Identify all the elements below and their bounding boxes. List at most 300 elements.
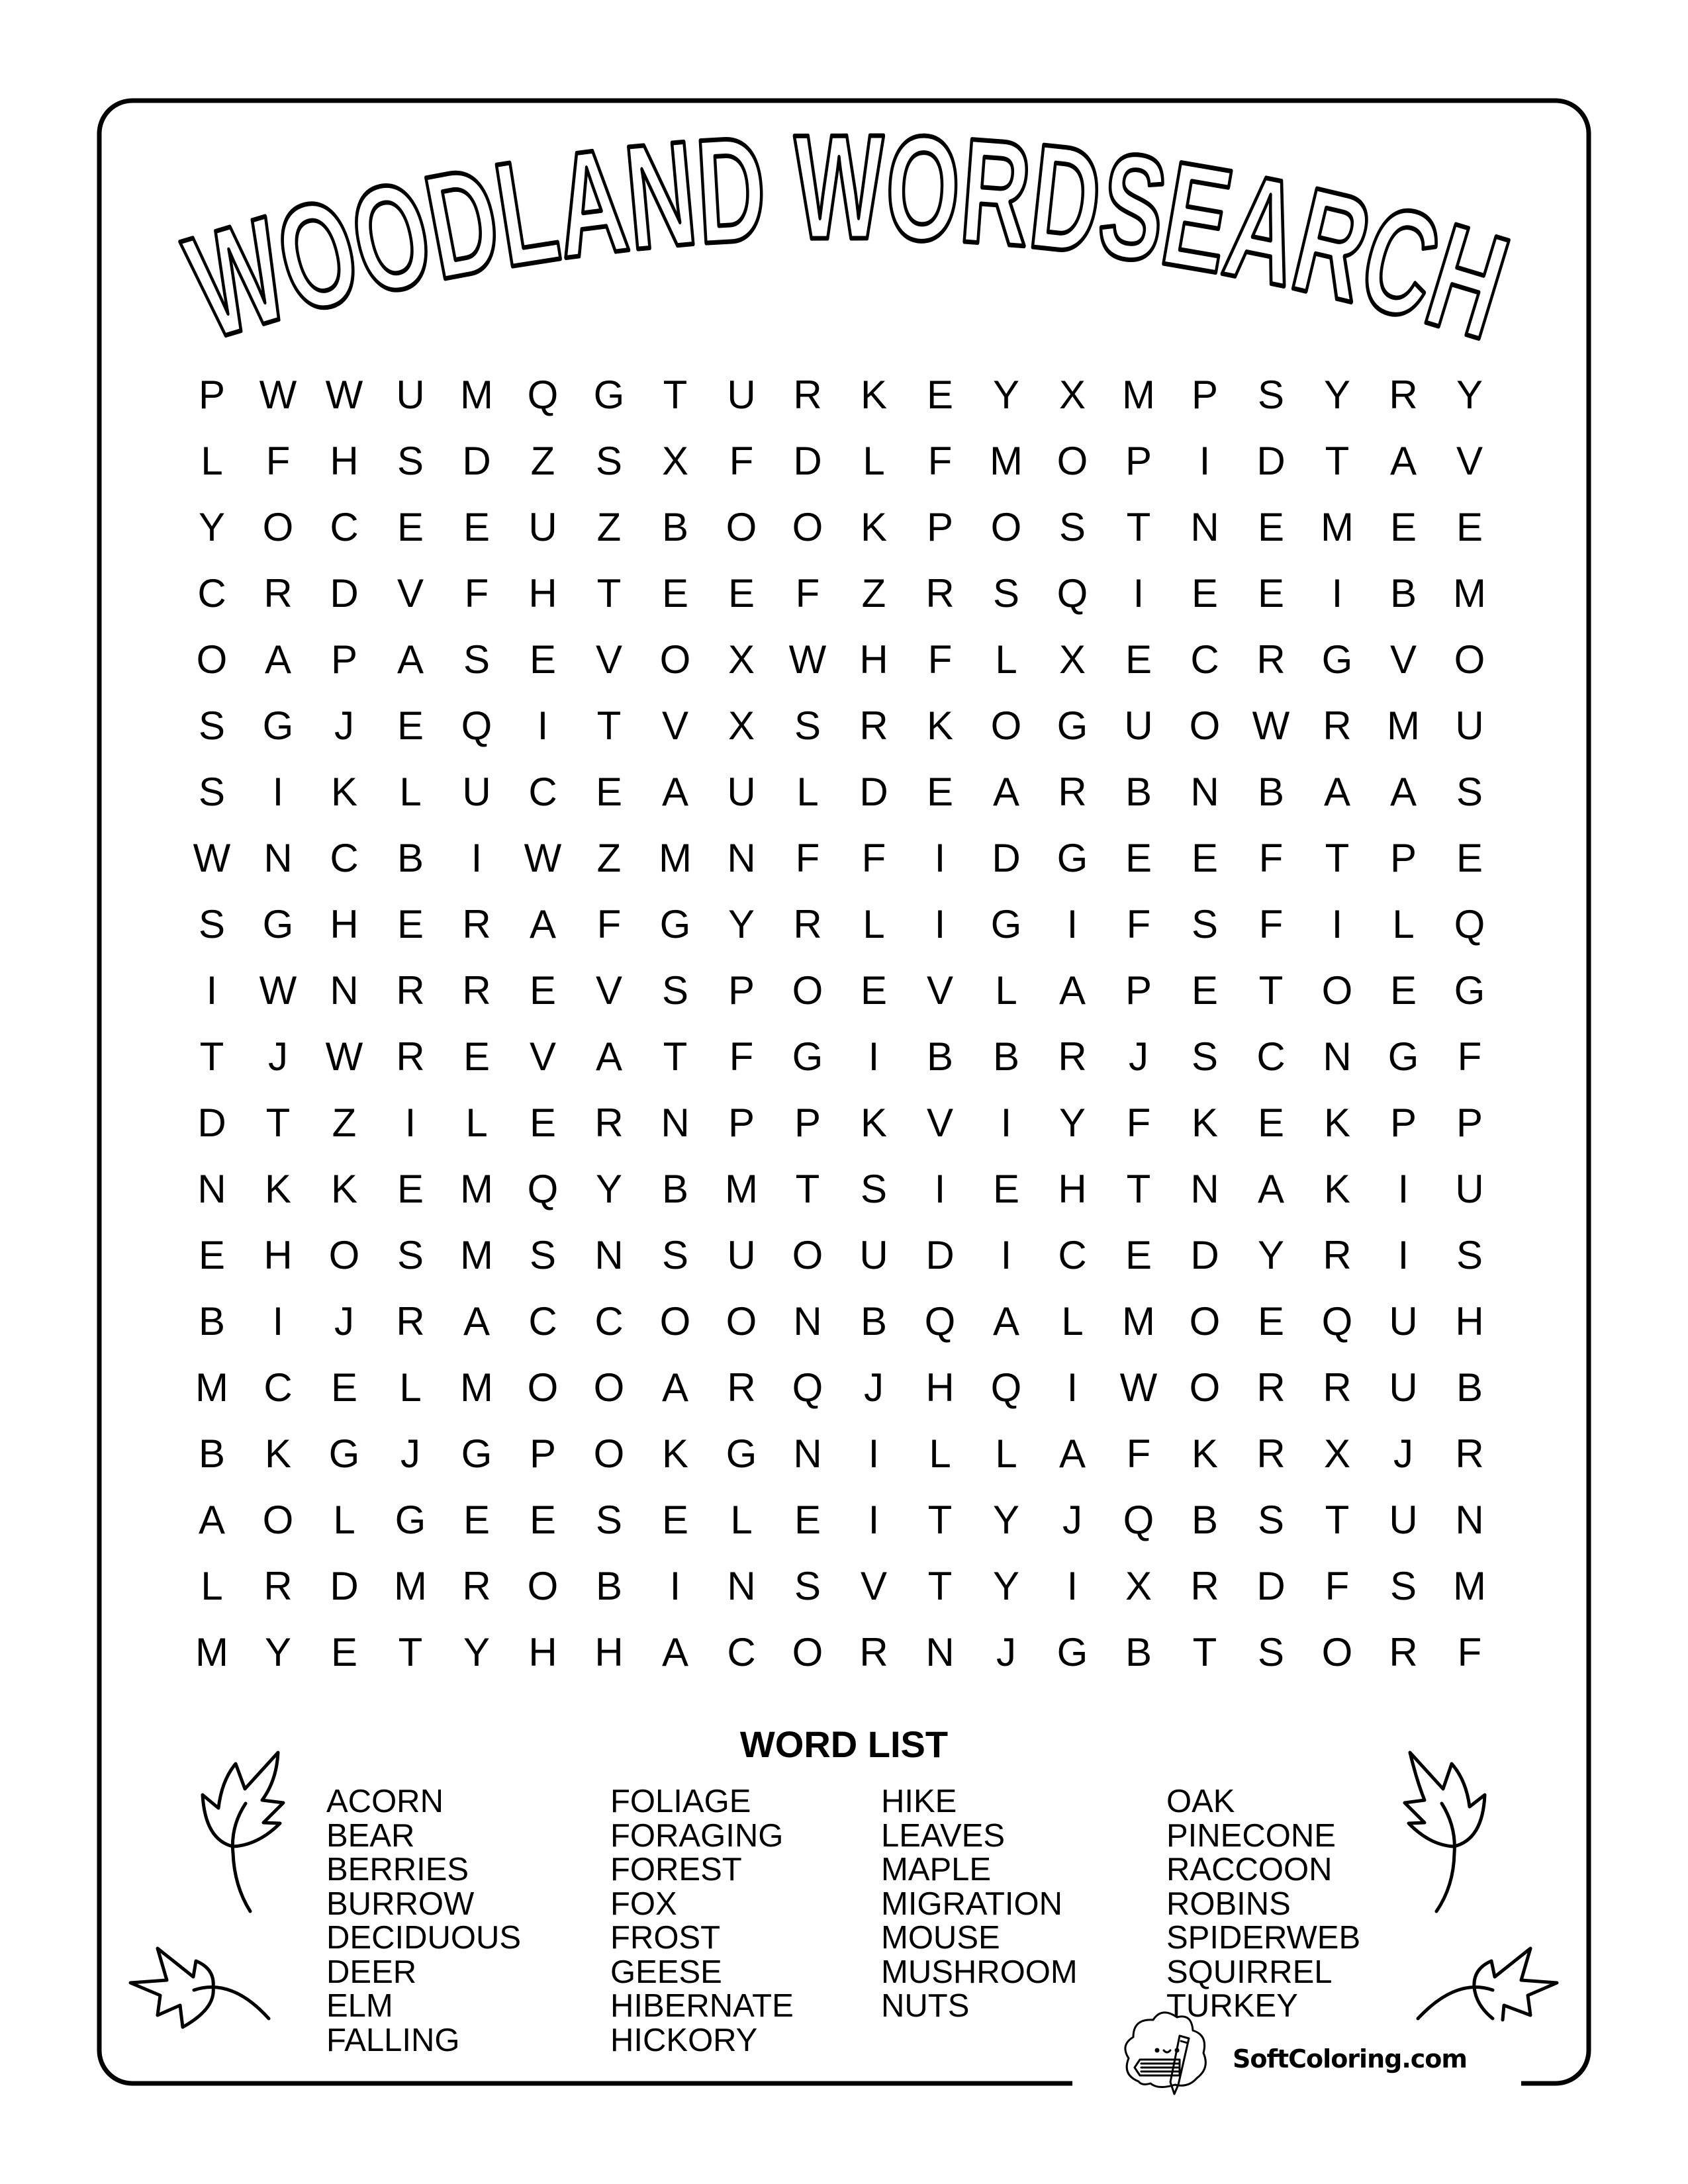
grid-cell[interactable]: I — [1331, 571, 1343, 615]
grid-cell[interactable]: E — [1125, 1233, 1152, 1277]
grid-cell[interactable]: D — [1190, 1233, 1219, 1277]
grid-cell[interactable]: I — [1397, 1167, 1409, 1211]
grid-cell[interactable]: U — [859, 1233, 888, 1277]
grid-cell[interactable]: T — [596, 571, 622, 615]
grid-cell[interactable]: C — [263, 1365, 293, 1410]
grid-cell[interactable]: M — [1122, 1299, 1155, 1343]
grid-cell[interactable]: B — [1257, 770, 1285, 814]
grid-cell[interactable]: E — [595, 770, 623, 814]
grid-cell[interactable]: C — [330, 836, 359, 880]
grid-cell[interactable]: E — [397, 704, 424, 748]
grid-cell[interactable]: N — [197, 1167, 226, 1211]
grid-cell[interactable]: E — [992, 1167, 1020, 1211]
grid-cell[interactable]: B — [1191, 1498, 1219, 1542]
grid-cell[interactable]: O — [262, 1498, 294, 1542]
grid-cell[interactable]: O — [726, 1299, 757, 1343]
grid-cell[interactable]: N — [1190, 770, 1219, 814]
grid-cell[interactable]: F — [729, 439, 754, 483]
grid-cell[interactable]: H — [594, 1630, 624, 1674]
grid-cell[interactable]: N — [793, 1432, 822, 1476]
grid-cell[interactable]: M — [725, 1167, 758, 1211]
grid-cell[interactable]: Y — [992, 1498, 1020, 1542]
grid-cell[interactable]: A — [1058, 1432, 1086, 1476]
grid-cell[interactable]: T — [1325, 836, 1350, 880]
grid-cell[interactable]: I — [1331, 902, 1343, 946]
grid-cell[interactable]: C — [594, 1299, 624, 1343]
grid-cell[interactable]: V — [595, 637, 623, 682]
grid-cell[interactable]: T — [265, 1101, 291, 1145]
grid-cell[interactable]: U — [462, 770, 491, 814]
grid-cell[interactable]: E — [860, 968, 888, 1013]
grid-cell[interactable]: I — [669, 1564, 681, 1608]
grid-cell[interactable]: U — [528, 505, 557, 549]
grid-cell[interactable]: E — [794, 1498, 821, 1542]
grid-cell[interactable]: R — [263, 571, 293, 615]
grid-cell[interactable]: X — [1323, 1432, 1351, 1476]
grid-cell[interactable]: I — [206, 968, 218, 1013]
grid-cell[interactable]: P — [794, 1101, 821, 1145]
grid-cell[interactable]: M — [990, 439, 1023, 483]
grid-cell[interactable]: N — [727, 836, 756, 880]
grid-cell[interactable]: I — [868, 1034, 880, 1079]
grid-cell[interactable]: R — [396, 968, 425, 1013]
grid-cell[interactable]: O — [1189, 1299, 1221, 1343]
grid-cell[interactable]: E — [1191, 836, 1219, 880]
grid-cell[interactable]: R — [462, 968, 491, 1013]
grid-cell[interactable]: T — [596, 704, 622, 748]
grid-cell[interactable]: K — [330, 1167, 358, 1211]
grid-cell[interactable]: K — [1191, 1432, 1219, 1476]
grid-cell[interactable]: L — [995, 637, 1017, 682]
grid-cell[interactable]: S — [661, 1233, 689, 1277]
grid-cell[interactable]: S — [860, 1167, 888, 1211]
grid-cell[interactable]: F — [1325, 1564, 1350, 1608]
grid-cell[interactable]: I — [404, 1101, 416, 1145]
grid-cell[interactable]: G — [990, 902, 1022, 946]
grid-cell[interactable]: U — [1124, 704, 1153, 748]
grid-cell[interactable]: E — [198, 1233, 226, 1277]
grid-cell[interactable]: X — [727, 704, 755, 748]
grid-cell[interactable]: R — [859, 1630, 888, 1674]
grid-cell[interactable]: O — [1321, 968, 1353, 1013]
grid-cell[interactable]: R — [1323, 1365, 1352, 1410]
grid-cell[interactable]: K — [860, 1101, 888, 1145]
grid-cell[interactable]: V — [529, 1034, 557, 1079]
grid-cell[interactable]: E — [397, 1167, 424, 1211]
grid-cell[interactable]: L — [201, 439, 223, 483]
grid-cell[interactable]: W — [259, 373, 297, 417]
grid-cell[interactable]: O — [593, 1432, 625, 1476]
grid-cell[interactable]: B — [1125, 770, 1152, 814]
grid-cell[interactable]: H — [263, 1233, 293, 1277]
grid-cell[interactable]: D — [992, 836, 1021, 880]
grid-cell[interactable]: B — [397, 836, 424, 880]
grid-cell[interactable]: J — [334, 1299, 354, 1343]
grid-cell[interactable]: K — [330, 770, 358, 814]
grid-cell[interactable]: Q — [924, 1299, 956, 1343]
grid-cell[interactable]: M — [460, 373, 493, 417]
grid-cell[interactable]: E — [1257, 505, 1285, 549]
grid-cell[interactable]: R — [1256, 637, 1286, 682]
grid-cell[interactable]: G — [1321, 637, 1353, 682]
grid-cell[interactable]: I — [868, 1498, 880, 1542]
grid-cell[interactable]: A — [463, 1299, 491, 1343]
grid-cell[interactable]: F — [1126, 1432, 1151, 1476]
grid-cell[interactable]: B — [661, 505, 689, 549]
grid-cell[interactable]: G — [1387, 1034, 1419, 1079]
grid-cell[interactable]: I — [934, 836, 946, 880]
grid-cell[interactable]: J — [864, 1365, 884, 1410]
grid-cell[interactable]: W — [1119, 1365, 1158, 1410]
grid-cell[interactable]: E — [1125, 836, 1152, 880]
grid-cell[interactable]: M — [195, 1365, 228, 1410]
grid-cell[interactable]: P — [1389, 1101, 1417, 1145]
grid-cell[interactable]: S — [463, 637, 491, 682]
grid-cell[interactable]: L — [863, 439, 885, 483]
grid-cell[interactable]: O — [593, 1365, 625, 1410]
grid-cell[interactable]: F — [1258, 836, 1284, 880]
grid-cell[interactable]: E — [529, 968, 557, 1013]
grid-cell[interactable]: L — [929, 1432, 951, 1476]
grid-cell[interactable]: L — [863, 902, 885, 946]
grid-cell[interactable]: Z — [332, 1101, 357, 1145]
grid-cell[interactable]: N — [1455, 1498, 1484, 1542]
grid-cell[interactable]: V — [661, 704, 689, 748]
grid-cell[interactable]: E — [463, 1034, 491, 1079]
grid-cell[interactable]: G — [262, 902, 294, 946]
grid-cell[interactable]: V — [595, 968, 623, 1013]
grid-cell[interactable]: L — [465, 1101, 488, 1145]
grid-cell[interactable]: S — [1257, 1498, 1285, 1542]
grid-cell[interactable]: T — [1325, 439, 1350, 483]
grid-cell[interactable]: R — [462, 902, 491, 946]
grid-cell[interactable]: E — [1389, 505, 1417, 549]
grid-cell[interactable]: Y — [198, 505, 226, 549]
grid-cell[interactable]: T — [663, 1034, 688, 1079]
grid-cell[interactable]: C — [330, 505, 359, 549]
grid-cell[interactable]: Z — [861, 571, 886, 615]
grid-cell[interactable]: E — [529, 1498, 557, 1542]
grid-cell[interactable]: I — [934, 902, 946, 946]
grid-cell[interactable]: K — [1323, 1167, 1351, 1211]
grid-cell[interactable]: I — [934, 1167, 946, 1211]
grid-cell[interactable]: A — [529, 902, 557, 946]
grid-cell[interactable]: A — [992, 770, 1020, 814]
grid-cell[interactable]: Y — [992, 1564, 1020, 1608]
grid-cell[interactable]: J — [1393, 1432, 1413, 1476]
grid-cell[interactable]: D — [330, 571, 359, 615]
grid-cell[interactable]: L — [1392, 902, 1415, 946]
grid-cell[interactable]: M — [394, 1564, 427, 1608]
grid-cell[interactable]: A — [992, 1299, 1020, 1343]
grid-cell[interactable]: F — [1457, 1630, 1482, 1674]
grid-cell[interactable]: N — [1190, 1167, 1219, 1211]
grid-cell[interactable]: Q — [792, 1365, 823, 1410]
grid-cell[interactable]: F — [1457, 1034, 1482, 1079]
grid-cell[interactable]: V — [1456, 439, 1483, 483]
grid-cell[interactable]: R — [1256, 1365, 1286, 1410]
grid-cell[interactable]: T — [927, 1498, 953, 1542]
grid-cell[interactable]: I — [1000, 1233, 1012, 1277]
grid-cell[interactable]: W — [325, 373, 363, 417]
grid-cell[interactable]: D — [1256, 439, 1286, 483]
grid-cell[interactable]: Y — [727, 902, 755, 946]
grid-cell[interactable]: W — [193, 836, 231, 880]
grid-cell[interactable]: C — [528, 1299, 557, 1343]
grid-cell[interactable]: U — [1389, 1365, 1418, 1410]
grid-cell[interactable]: E — [397, 505, 424, 549]
grid-cell[interactable]: Q — [1321, 1299, 1353, 1343]
grid-cell[interactable]: N — [925, 1630, 955, 1674]
grid-cell[interactable]: M — [1122, 373, 1155, 417]
grid-cell[interactable]: S — [595, 439, 623, 483]
grid-cell[interactable]: U — [727, 373, 756, 417]
grid-cell[interactable]: S — [198, 902, 226, 946]
grid-cell[interactable]: P — [529, 1432, 557, 1476]
grid-cell[interactable]: O — [792, 1630, 823, 1674]
grid-cell[interactable]: F — [1126, 1101, 1151, 1145]
grid-cell[interactable]: B — [198, 1432, 226, 1476]
grid-cell[interactable]: Q — [527, 1167, 559, 1211]
grid-cell[interactable]: F — [927, 637, 953, 682]
grid-cell[interactable]: S — [595, 1498, 623, 1542]
grid-cell[interactable]: L — [333, 1498, 355, 1542]
grid-cell[interactable]: R — [1323, 1233, 1352, 1277]
grid-cell[interactable]: S — [1058, 505, 1086, 549]
grid-cell[interactable]: E — [661, 571, 689, 615]
grid-cell[interactable]: P — [727, 1101, 755, 1145]
grid-cell[interactable]: X — [1058, 373, 1086, 417]
grid-cell[interactable]: B — [1125, 1630, 1152, 1674]
grid-cell[interactable]: Z — [596, 836, 622, 880]
grid-cell[interactable]: Q — [1454, 902, 1485, 946]
grid-cell[interactable]: K — [926, 704, 954, 748]
grid-cell[interactable]: E — [926, 373, 954, 417]
grid-cell[interactable]: I — [1397, 1233, 1409, 1277]
grid-cell[interactable]: W — [788, 637, 827, 682]
grid-cell[interactable]: L — [399, 770, 422, 814]
grid-cell[interactable]: L — [399, 1365, 422, 1410]
grid-cell[interactable]: N — [330, 968, 359, 1013]
grid-cell[interactable]: I — [1066, 1564, 1078, 1608]
grid-cell[interactable]: S — [198, 704, 226, 748]
grid-cell[interactable]: I — [868, 1432, 880, 1476]
grid-cell[interactable]: P — [727, 968, 755, 1013]
grid-cell[interactable]: C — [727, 1630, 756, 1674]
grid-cell[interactable]: U — [727, 770, 756, 814]
grid-cell[interactable]: N — [793, 1299, 822, 1343]
grid-cell[interactable]: E — [397, 902, 424, 946]
grid-cell[interactable]: E — [661, 1498, 689, 1542]
grid-cell[interactable]: B — [860, 1299, 888, 1343]
grid-cell[interactable]: M — [460, 1233, 493, 1277]
grid-cell[interactable]: B — [661, 1167, 689, 1211]
grid-cell[interactable]: O — [792, 1233, 823, 1277]
grid-cell[interactable]: O — [1454, 637, 1485, 682]
grid-cell[interactable]: G — [1056, 704, 1088, 748]
grid-cell[interactable]: J — [1129, 1034, 1149, 1079]
grid-cell[interactable]: S — [1389, 1564, 1417, 1608]
grid-cell[interactable]: L — [730, 1498, 753, 1542]
grid-cell[interactable]: E — [1257, 571, 1285, 615]
grid-cell[interactable]: B — [926, 1034, 954, 1079]
grid-cell[interactable]: V — [1389, 637, 1417, 682]
grid-cell[interactable]: M — [195, 1630, 228, 1674]
grid-cell[interactable]: E — [1257, 1299, 1285, 1343]
grid-cell[interactable]: K — [264, 1432, 292, 1476]
grid-cell[interactable]: A — [661, 1365, 689, 1410]
grid-cell[interactable]: E — [330, 1630, 358, 1674]
grid-cell[interactable]: B — [1389, 571, 1417, 615]
grid-cell[interactable]: H — [330, 439, 359, 483]
grid-cell[interactable]: B — [992, 1034, 1020, 1079]
grid-cell[interactable]: E — [727, 571, 755, 615]
grid-cell[interactable]: E — [463, 1498, 491, 1542]
grid-cell[interactable]: D — [859, 770, 888, 814]
grid-cell[interactable]: W — [325, 1034, 363, 1079]
grid-cell[interactable]: T — [1258, 968, 1284, 1013]
grid-cell[interactable]: P — [926, 505, 954, 549]
grid-cell[interactable]: B — [595, 1564, 623, 1608]
grid-cell[interactable]: K — [661, 1432, 689, 1476]
grid-cell[interactable]: Y — [1058, 1101, 1086, 1145]
grid-cell[interactable]: K — [264, 1167, 292, 1211]
grid-cell[interactable]: A — [595, 1034, 623, 1079]
grid-cell[interactable]: R — [263, 1564, 293, 1608]
grid-cell[interactable]: T — [1126, 1167, 1151, 1211]
grid-cell[interactable]: E — [330, 1365, 358, 1410]
grid-cell[interactable]: V — [926, 968, 954, 1013]
grid-cell[interactable]: N — [727, 1564, 756, 1608]
grid-cell[interactable]: A — [1323, 770, 1351, 814]
grid-cell[interactable]: E — [529, 637, 557, 682]
grid-cell[interactable]: U — [727, 1233, 756, 1277]
grid-cell[interactable]: G — [262, 704, 294, 748]
grid-cell[interactable]: O — [527, 1564, 559, 1608]
grid-cell[interactable]: Y — [463, 1630, 491, 1674]
grid-cell[interactable]: S — [992, 571, 1020, 615]
grid-cell[interactable]: M — [1321, 505, 1354, 549]
grid-cell[interactable]: G — [593, 373, 625, 417]
grid-cell[interactable]: S — [1257, 1630, 1285, 1674]
grid-cell[interactable]: P — [1191, 373, 1219, 417]
grid-cell[interactable]: T — [795, 1167, 820, 1211]
grid-cell[interactable]: J — [1062, 1498, 1082, 1542]
grid-cell[interactable]: P — [330, 637, 358, 682]
grid-cell[interactable]: F — [1126, 902, 1151, 946]
grid-cell[interactable]: R — [925, 571, 955, 615]
grid-cell[interactable]: P — [1125, 968, 1152, 1013]
grid-cell[interactable]: V — [397, 571, 424, 615]
grid-cell[interactable]: R — [727, 1365, 756, 1410]
grid-cell[interactable]: R — [1389, 1630, 1418, 1674]
grid-cell[interactable]: T — [1325, 1498, 1350, 1542]
grid-cell[interactable]: G — [1056, 836, 1088, 880]
grid-cell[interactable]: H — [330, 902, 359, 946]
grid-cell[interactable]: F — [729, 1034, 754, 1079]
grid-cell[interactable]: E — [1191, 571, 1219, 615]
grid-cell[interactable]: J — [334, 704, 354, 748]
grid-cell[interactable]: H — [925, 1365, 955, 1410]
grid-cell[interactable]: H — [528, 1630, 557, 1674]
grid-cell[interactable]: G — [792, 1034, 823, 1079]
grid-cell[interactable]: O — [1189, 1365, 1221, 1410]
grid-cell[interactable]: J — [400, 1432, 420, 1476]
grid-cell[interactable]: Y — [1456, 373, 1483, 417]
grid-cell[interactable]: A — [198, 1498, 226, 1542]
grid-cell[interactable]: H — [528, 571, 557, 615]
grid-cell[interactable]: P — [198, 373, 226, 417]
grid-cell[interactable]: G — [659, 902, 691, 946]
grid-cell[interactable]: E — [926, 770, 954, 814]
grid-cell[interactable]: N — [263, 836, 293, 880]
grid-cell[interactable]: R — [1455, 1432, 1484, 1476]
grid-cell[interactable]: H — [1455, 1299, 1484, 1343]
grid-cell[interactable]: I — [1000, 1101, 1012, 1145]
grid-cell[interactable]: W — [259, 968, 297, 1013]
grid-cell[interactable]: O — [792, 505, 823, 549]
grid-cell[interactable]: I — [471, 836, 483, 880]
grid-cell[interactable]: I — [1066, 902, 1078, 946]
grid-cell[interactable]: A — [1257, 1167, 1285, 1211]
grid-cell[interactable]: E — [1191, 968, 1219, 1013]
grid-cell[interactable]: T — [398, 1630, 423, 1674]
grid-cell[interactable]: U — [1389, 1498, 1418, 1542]
grid-cell[interactable]: M — [1453, 571, 1486, 615]
grid-cell[interactable]: I — [272, 1299, 284, 1343]
grid-cell[interactable]: F — [1258, 902, 1284, 946]
grid-cell[interactable]: I — [1133, 571, 1145, 615]
grid-cell[interactable]: R — [793, 373, 822, 417]
grid-cell[interactable]: A — [1389, 439, 1417, 483]
grid-cell[interactable]: R — [462, 1564, 491, 1608]
grid-cell[interactable]: D — [330, 1564, 359, 1608]
grid-cell[interactable]: E — [463, 505, 491, 549]
grid-cell[interactable]: R — [1256, 1432, 1286, 1476]
grid-cell[interactable]: E — [1456, 836, 1483, 880]
grid-cell[interactable]: L — [201, 1564, 223, 1608]
grid-cell[interactable]: T — [663, 373, 688, 417]
grid-cell[interactable]: E — [529, 1101, 557, 1145]
grid-cell[interactable]: X — [1125, 1564, 1152, 1608]
grid-cell[interactable]: N — [1190, 505, 1219, 549]
grid-cell[interactable]: W — [1252, 704, 1290, 748]
grid-cell[interactable]: V — [926, 1101, 954, 1145]
grid-cell[interactable]: O — [990, 505, 1022, 549]
grid-cell[interactable]: G — [395, 1498, 426, 1542]
grid-cell[interactable]: D — [462, 439, 491, 483]
grid-cell[interactable]: F — [596, 902, 622, 946]
grid-cell[interactable]: R — [1389, 373, 1418, 417]
grid-cell[interactable]: B — [198, 1299, 226, 1343]
grid-cell[interactable]: N — [661, 1101, 690, 1145]
grid-cell[interactable]: R — [1058, 770, 1087, 814]
grid-cell[interactable]: D — [197, 1101, 226, 1145]
grid-cell[interactable]: H — [1058, 1167, 1087, 1211]
grid-cell[interactable]: Q — [1056, 571, 1088, 615]
grid-cell[interactable]: L — [1061, 1299, 1084, 1343]
grid-cell[interactable]: A — [397, 637, 424, 682]
grid-cell[interactable]: R — [793, 902, 822, 946]
grid-cell[interactable]: Q — [527, 373, 559, 417]
grid-cell[interactable]: S — [1191, 902, 1219, 946]
grid-cell[interactable]: R — [396, 1299, 425, 1343]
grid-cell[interactable]: D — [793, 439, 822, 483]
grid-cell[interactable]: S — [794, 704, 821, 748]
grid-cell[interactable]: P — [1125, 439, 1152, 483]
grid-cell[interactable]: O — [527, 1365, 559, 1410]
grid-cell[interactable]: E — [1389, 968, 1417, 1013]
